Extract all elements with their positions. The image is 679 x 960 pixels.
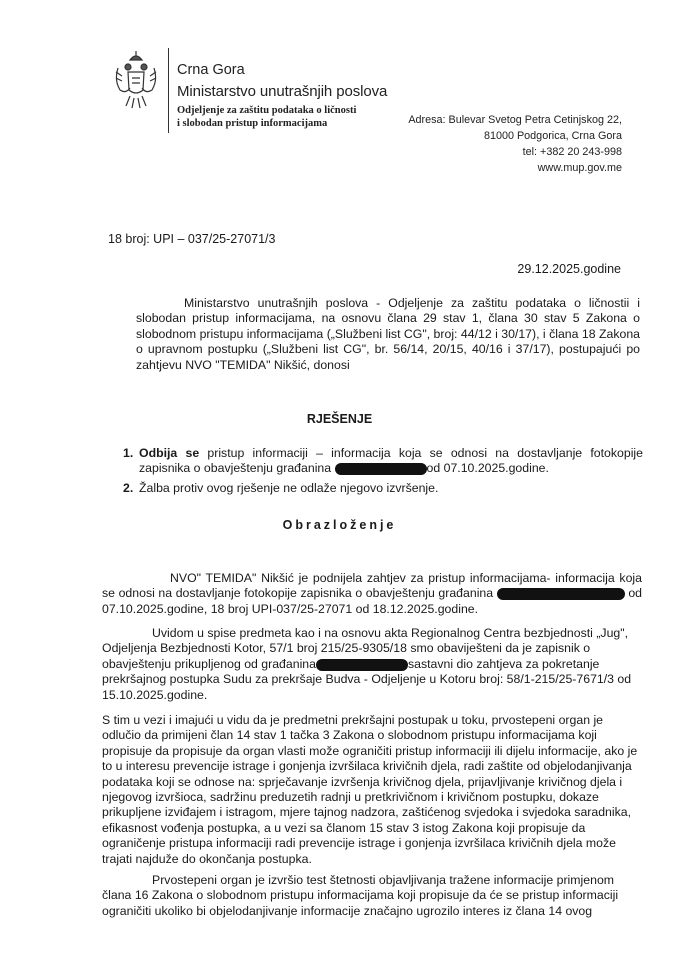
decision-verb: Odbija se — [139, 446, 200, 460]
website-link[interactable]: www.mup.gov.me — [537, 162, 622, 174]
reasoning-title: Obrazloženje — [282, 518, 397, 532]
redacted-name — [316, 659, 408, 671]
coat-of-arms-icon — [112, 50, 160, 112]
intro-paragraph — [136, 296, 640, 373]
reasoning-paragraph-3: S tim u vezi i imajući u vidu da je predmetni prekršajni postupak u toku, prvostepeni organ je odlučio da primijeni član 14 stav 1 tačka 3 Zakona o slobodnom pristupu informacijama koji propisuje da propisuje da organ vlasti može ograničiti pristup informaciji ili dijelu informacije, ako je to u interesu prevencije istrage i gonjenja izvršilaca krivičnih djela, radi zaštite od objelodanjivanja podataka koji se odnose na: sprječavanje izvršenja krivičnog djela, prijavljivanje krivičnog djela i njegovog izvršioca, sadržinu preduzetih radnji u pretkrivičnom i krivičnom postupku, dokaze prikupljene izviđajem i istragom, mjere tajnog nadzora, zaštićenog svjedoka i svjedoka saradnika, efikasnost vođenja postupka, a u vezi sa članom 15 stav 3 istog Zakona koji propisuje da ograničenje pristupa informaciji radi prevencije istrage i gonjenja izvršilaca krivičnih djela može trajati najduže do okončanja postupka. — [102, 713, 638, 866]
letterhead-divider — [168, 48, 169, 133]
ministry-name: Ministarstvo unutrašnjih poslova — [177, 83, 388, 100]
reasoning-paragraph-2 — [102, 626, 642, 703]
reasoning-paragraph-1 — [102, 571, 642, 617]
decision-text-end: od 07.10.2025.godine. — [426, 461, 549, 476]
redacted-name — [335, 463, 427, 475]
department-name — [177, 104, 356, 130]
redacted-name — [497, 588, 625, 600]
item-number: 2. — [123, 481, 134, 495]
paragraph-text-end: od 07.10.2025.godine, 18 broj UPI-037/25-27071 od 18.12.2025.godine. — [102, 586, 643, 616]
department-line-2: i slobodan pristup informacijama — [177, 118, 328, 129]
department-line-1: Odjeljenje za zaštitu podataka o ličnosti — [177, 105, 357, 116]
decision-title: RJEŠENJE — [306, 412, 373, 426]
decision-text: pristup informaciji – informacija koja se odnosi na dostavljanje fotokopije zapisnika o obavještenju građanina — [139, 446, 643, 476]
phone-number: tel: +382 20 243-998 — [522, 146, 622, 158]
decision-text: Žalba protiv ovog rješenje ne odlaže njegovo izvršenje. — [139, 481, 439, 495]
country-name: Crna Gora — [177, 62, 245, 78]
paragraph-text: Uvidom u spise predmeta kao i na osnovu akta Regionalnog Centra bezbjednosti „Jug", Odjeljenja Bezbjednosti Kotor, 57/1 broj 215/25-9305/18 smo obaviješteni da je zapisnik o obavještenju prikupljenog od građanina — [102, 626, 629, 671]
reasoning-paragraph-4 — [102, 873, 642, 919]
contact-address — [408, 112, 622, 176]
address-street: Adresa: Bulevar Svetog Petra Cetinjskog 22, — [408, 114, 622, 126]
intro-text: Ministarstvo unutrašnjih poslova - Odjeljenje za zaštitu podataka o ličnostii i slobodan pristup informacijama, na osnovu člana 29 stav 1, člana 30 stav 5 Zakona o slobodnom pristupu informacijama („Službeni list CG", broj: 44/12 i 30/17), i člana 18 Zakona o upravnom postupku („Službeni list CG", br. 56/14, 20/15, 40/16 i 37/17), postupajući po zahtjevu NVO "TEMIDA" Nikšić, donosi — [136, 296, 641, 372]
paragraph-text: NVO" TEMIDA" Nikšić je podnijela zahtjev za pristup informacijama- informacija koja se odnosi na dostavljanje fotokopije zapisnika o obavještenju građanina — [102, 571, 642, 601]
decision-item-2 — [123, 481, 643, 496]
document-date: 29.12.2025.godine — [517, 262, 621, 276]
reference-number: 18 broj: UPI – 037/25-27071/3 — [108, 232, 276, 246]
paragraph-text: Prvostepeni organ je izvršio test štetnosti objavljivanja tražene informacije primjenom člana 16 Zakona o slobodnom pristupu informacijama koji propisuje da će se pristup informaciji ograničiti ukoliko bi objelodanjivanje informacije značajno ugrozilo interes iz člana 14 ovog — [102, 873, 619, 918]
item-number: 1. — [123, 446, 134, 460]
decision-item-1 — [123, 446, 643, 477]
address-city: 81000 Podgorica, Crna Gora — [483, 130, 622, 142]
paragraph-text-end: sastavni dio zahtjeva za pokretanje prekršajnog postupka Sudu za prekršaje Budva - Odjeljenje u Kotoru broj: 58/1-215/25-7671/3 od 15.10.2025.godine. — [102, 656, 632, 702]
